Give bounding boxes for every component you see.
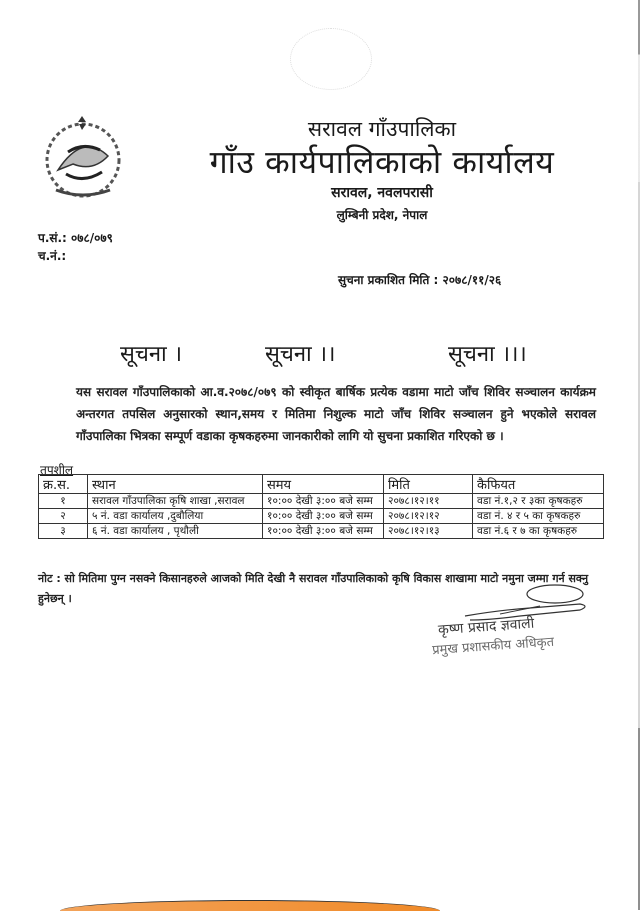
cell-time: १०:०० देखी ३:०० बजे सम्म <box>263 509 384 524</box>
bottom-decorative-stripe <box>60 900 440 911</box>
notice-title-3: सूचना ।।। <box>448 342 527 367</box>
table-row <box>39 524 604 539</box>
header-location: स्थान <box>88 475 263 494</box>
schedule-table <box>38 474 604 539</box>
cell-serial: १ <box>39 494 88 509</box>
cell-serial: २ <box>39 509 88 524</box>
cell-location: ५ नं. वडा कार्यालय ,दुबौलिया <box>88 509 263 524</box>
cell-time: १०:०० देखी ३:०० बजे सम्म <box>263 494 384 509</box>
note-text: नोट : सो मितिमा पुग्न नसक्ने किसानहरुले आजको मिति देखी नै सरावल गाँउपालिकाको कृषि विकास शाखामा माटो नमुना जम्मा गर्न सक्नु हुनेछन् । <box>38 572 589 605</box>
header-remarks: कैफियत <box>473 475 604 494</box>
letter-number: प.सं.: ०७८/०७९ <box>38 231 113 245</box>
municipality-name: सरावल गाँउपालिका <box>307 117 457 141</box>
cell-date: २०७८।१२।१३ <box>384 524 473 539</box>
cell-location: सरावल गाँउपालिका कृषि शाखा ,सरावल <box>88 494 263 509</box>
cell-remarks: वडा नं. ४ र ५ का कृषकहरु <box>473 509 604 524</box>
table-row <box>39 509 604 524</box>
province-line: लुम्बिनी प्रदेश, नेपाल <box>336 208 428 222</box>
address-line: सरावल, नवलपरासी <box>331 185 433 201</box>
faint-stamp <box>290 28 372 90</box>
notice-body: यस सरावल गाँउपालिकाको आ.व.२०७८/०७९ को स्वीकृत बार्षिक प्रत्येक वडामा माटो जाँच शिविर सञ्चालन कार्यक्रम अन्तरगत तपसिल अनुसारको स्थान,समय र मितिमा निशुल्क माटो जाँच शिविर सञ्चालन हुने भएकोले सरावल गाँउपालिका भित्रका सम्पूर्ण वडाका कृषकहरुमा जानकारीको लागि यो सुचना प्रकाशित गरिएको छ । <box>76 385 596 443</box>
header-serial: क्र.स. <box>39 475 88 494</box>
dispatch-number: च.नं.: <box>38 249 67 263</box>
notice-title-2: सूचना ।। <box>265 342 336 367</box>
header-time: समय <box>263 475 384 494</box>
office-name: गाँउ कार्यपालिकाको कार्यालय <box>209 143 555 181</box>
table-caption: तपशील <box>40 463 74 477</box>
notice-title-1: सूचना । <box>120 342 183 367</box>
header-date: मिति <box>384 475 473 494</box>
table-row <box>39 494 604 509</box>
cell-remarks: वडा नं.६ र ७ का कृषकहरु <box>473 524 604 539</box>
cell-location: ६ नं. वडा कार्यालय , पृथौली <box>88 524 263 539</box>
signer-title: प्रमुख प्रशासकीय अधिकृत <box>431 634 555 659</box>
signer-name: कृष्ण प्रसाद ज्ञवाली <box>437 615 535 639</box>
published-date: सुचना प्रकाशित मिति : २०७८/११/२६ <box>338 273 502 287</box>
cell-time: १०:०० देखी ३:०० बजे सम्म <box>263 524 384 539</box>
cell-date: २०७८।१२।११ <box>384 494 473 509</box>
cell-date: २०७८।१२।१२ <box>384 509 473 524</box>
table-header-row <box>39 475 604 494</box>
cell-remarks: वडा नं.१,२ र ३का कृषकहरु <box>473 494 604 509</box>
cell-serial: ३ <box>39 524 88 539</box>
